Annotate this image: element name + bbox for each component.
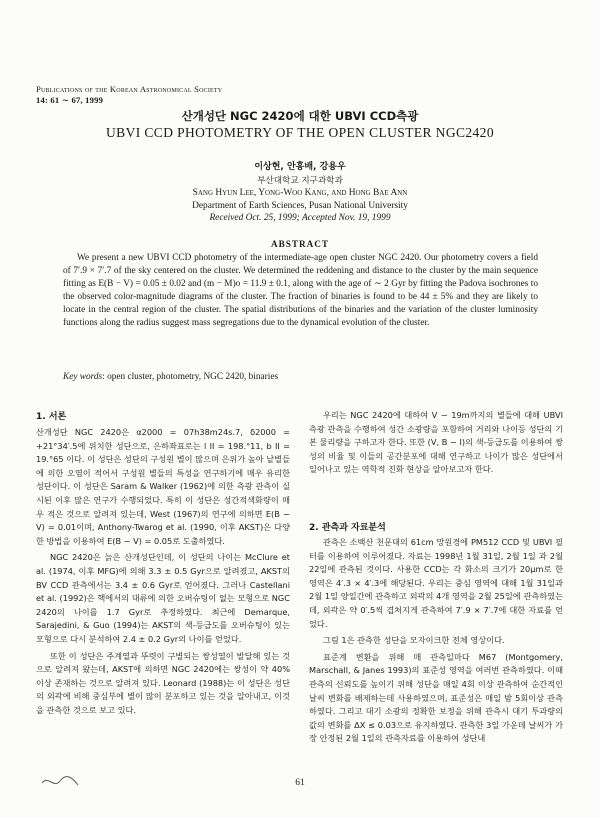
affiliation-korean: 부산대학교 지구과학과 <box>257 176 343 186</box>
obs-paragraph-3: 표준계 변환을 위해 매 관측일마다 M67 (Montgomery, Marschall, & Janes 1993)의 표준성 영역을 여러번 관측하였다. 이때 관측의 신뢰도를 높이기 위해 성단을 매일 4회 이상 관측하여 순간적인 날씨 변화를 배제하는데 사용하였으며, 표준성은 매일 밤 5회이상 관측하였다. 그리고 대기 소광의 정확한 보정을 위해 관측시 대기 투과량의 값의 변화를 ΔX ≤ 0.03으로 유지하였다. 관측한 3일 가운데 날씨가 가장 안정된 2월 1일의 관측자료를 이용하여 성단내 <box>309 651 563 744</box>
obs-paragraph-2: 그림 1은 관측한 성단을 모자이크한 전체 영상이다. <box>323 635 505 646</box>
title-english: UBVI CCD PHOTOMETRY OF THE OPEN CLUSTER NGC2420 <box>106 125 494 140</box>
authors-english: Sang Hyun Lee, Yong-Woo Kang, and Hong Bae Ann <box>192 188 408 198</box>
keywords <box>63 372 538 382</box>
authors-korean: 이상현, 안홍배, 강용우 <box>254 162 346 172</box>
abstract-body <box>63 252 538 331</box>
journal-volume: 14: 61 ∼ 67, 1999 <box>36 95 104 105</box>
keywords-label: Key words <box>63 372 103 382</box>
intro-paragraph-1: 산개성단 NGC 2420은 α2000 = 07h38m24s.7, δ2000 = +21°34′.5에 위치한 성단으로, 은하좌표로는 l II = 198.°11, b II = 19.°65 이다. 이 성단은 성단의 구성원 별이 많으며 은위가 높아 낱별들에 의한 오염이 적어서 구성원 별들의 특성을 연구하기에 매우 유리한 성단이다. 이 성단은 Saram & Walker (1962)에 의한 측광 관측이 실시된 이후 많은 연구가 수행되었다. 특히 이 성단은 성간적색화량이 매우 적은 것으로 알려져 있는데, West (1967)의 연구에 의하면 E(B − V) = 0.01이며, Anthony-Twarog et al. (1990, 이후 AKST)은 다양한 방법을 이용하여 E(B − V) = 0.05로 도출하였다. <box>36 427 290 546</box>
page-number: 61 <box>295 778 305 788</box>
journal-name: Publications of the Korean Astronomical Society <box>36 84 223 94</box>
journal-header <box>36 84 222 106</box>
abstract-heading: ABSTRACT <box>270 239 330 249</box>
obs-paragraph-1: 관측은 소백산 천문대의 61cm 망원경에 PM512 CCD 및 UBVI 필터를 이용하여 이루어졌다. 자료는 1998년 1월 31일, 2월 1일 과 2월 22일에 관측된 것이다. 사용한 CCD는 각 화소의 크기가 20μm로 한 영역은 4′.3 × 4′.3에 해당된다. 우리는 중심 영역에 대해 1월 31일과 2월 1일 양일간에 관측하고 외곽의 4개 영역을 2월 25일에 관측하였는데, 외곽은 약 0′.5씩 겹쳐지게 관측하여 7′.9 × 7′.7에 대한 자료를 얻었다. <box>309 537 563 629</box>
right-column-intro <box>309 409 563 477</box>
abstract-text: We present a new UBVI CCD photometry of the intermediate-age open cluster NGC 2420. Our photometry covers a field of 7′.9 × 7′.7 of the sky centered on the cluster. We determined the reddening and distance to the cluster by the main sequence fitting as E(B − V) = 0.05 ± 0.02 and (m − M)o = 11.9 ± 0.1, along with the age of ∼ 2 Gyr by fitting the Padova isochrones to the observed color-magnitude diagrams of the cluster. The fraction of binaries is found to be 44 ± 5% and they are likely to locate in the central region of the cluster. The spatial distributions of the binaries and the variation of the cluster luminosity functions along the radius suggest mass segregations due to the dynamical evolution of the cluster. <box>63 253 538 329</box>
intro-paragraph-2: NGC 2420은 늙은 산개성단인데, 이 성단의 나이는 McClure et al. (1974, 이후 MFG)에 의해 3.3 ± 0.5 Gyr으로 알려졌고, AKST의 BV CCD 관측에서는 3.4 ± 0.6 Gyr로 얻어졌다. 그러나 Castellani et al. (1992)은 핵에서의 대류에 의한 오버슈팅이 없는 모형으로 NGC 2420의 나이를 1.7 Gyr로 추정하였다. 최근에 Demarque, Sarajedini, & Guo (1994)는 AKST의 색-등급도를 오버슈팅이 있는 모형으로 다시 분석하여 2.4 ± 0.2 Gyr의 나이를 얻었다. <box>36 552 290 644</box>
keywords-list: : open cluster, photometry, NGC 2420, binaries <box>102 372 279 382</box>
left-column <box>36 426 290 717</box>
intro-paragraph-3: 또한 이 성단은 주계열과 뚜렷이 구별되는 쌍성열이 발달해 있는 것으로 알려져 왔는데, AKST에 의하면 NGC 2420에는 쌍성이 약 40%이상 존재하는 것으로 알려져 있다. Leonard (1988)는 이 성단은 성단의 외곽에 비해 중심부에 별이 많이 분포하고 있는 것을 알아내고, 이것을 관측한 것으로 보고 있다. <box>36 650 290 715</box>
right-column-observations <box>309 536 563 746</box>
department: Department of Earth Sciences, Pusan National University <box>192 201 408 211</box>
section-heading-intro: 1. 서론 <box>36 412 67 422</box>
intro-paragraph-4: 우리는 NGC 2420에 대하여 V ∼ 19m까지의 별들에 대해 UBVI 측광 관측을 수행하여 성간 소광량을 포함하여 거리와 나이등 성단의 기본 물리량을 구하고자 한다. 또한 (V, B − I)의 색-등급도를 이용하여 쌍성의 비율 및 이들의 공간분포에 대해 연구하고 나이가 많은 성단에서 일어나고 있는 역학적 진화 현상을 알아보고자 한다. <box>309 410 563 475</box>
received-dates: Received Oct. 25, 1999; Accepted Nov. 19, 1999 <box>209 213 391 223</box>
title-korean: 산개성단 NGC 2420에 대한 UBVI CCD측광 <box>181 109 419 123</box>
section-heading-observations: 2. 관측과 자료분석 <box>309 523 386 533</box>
